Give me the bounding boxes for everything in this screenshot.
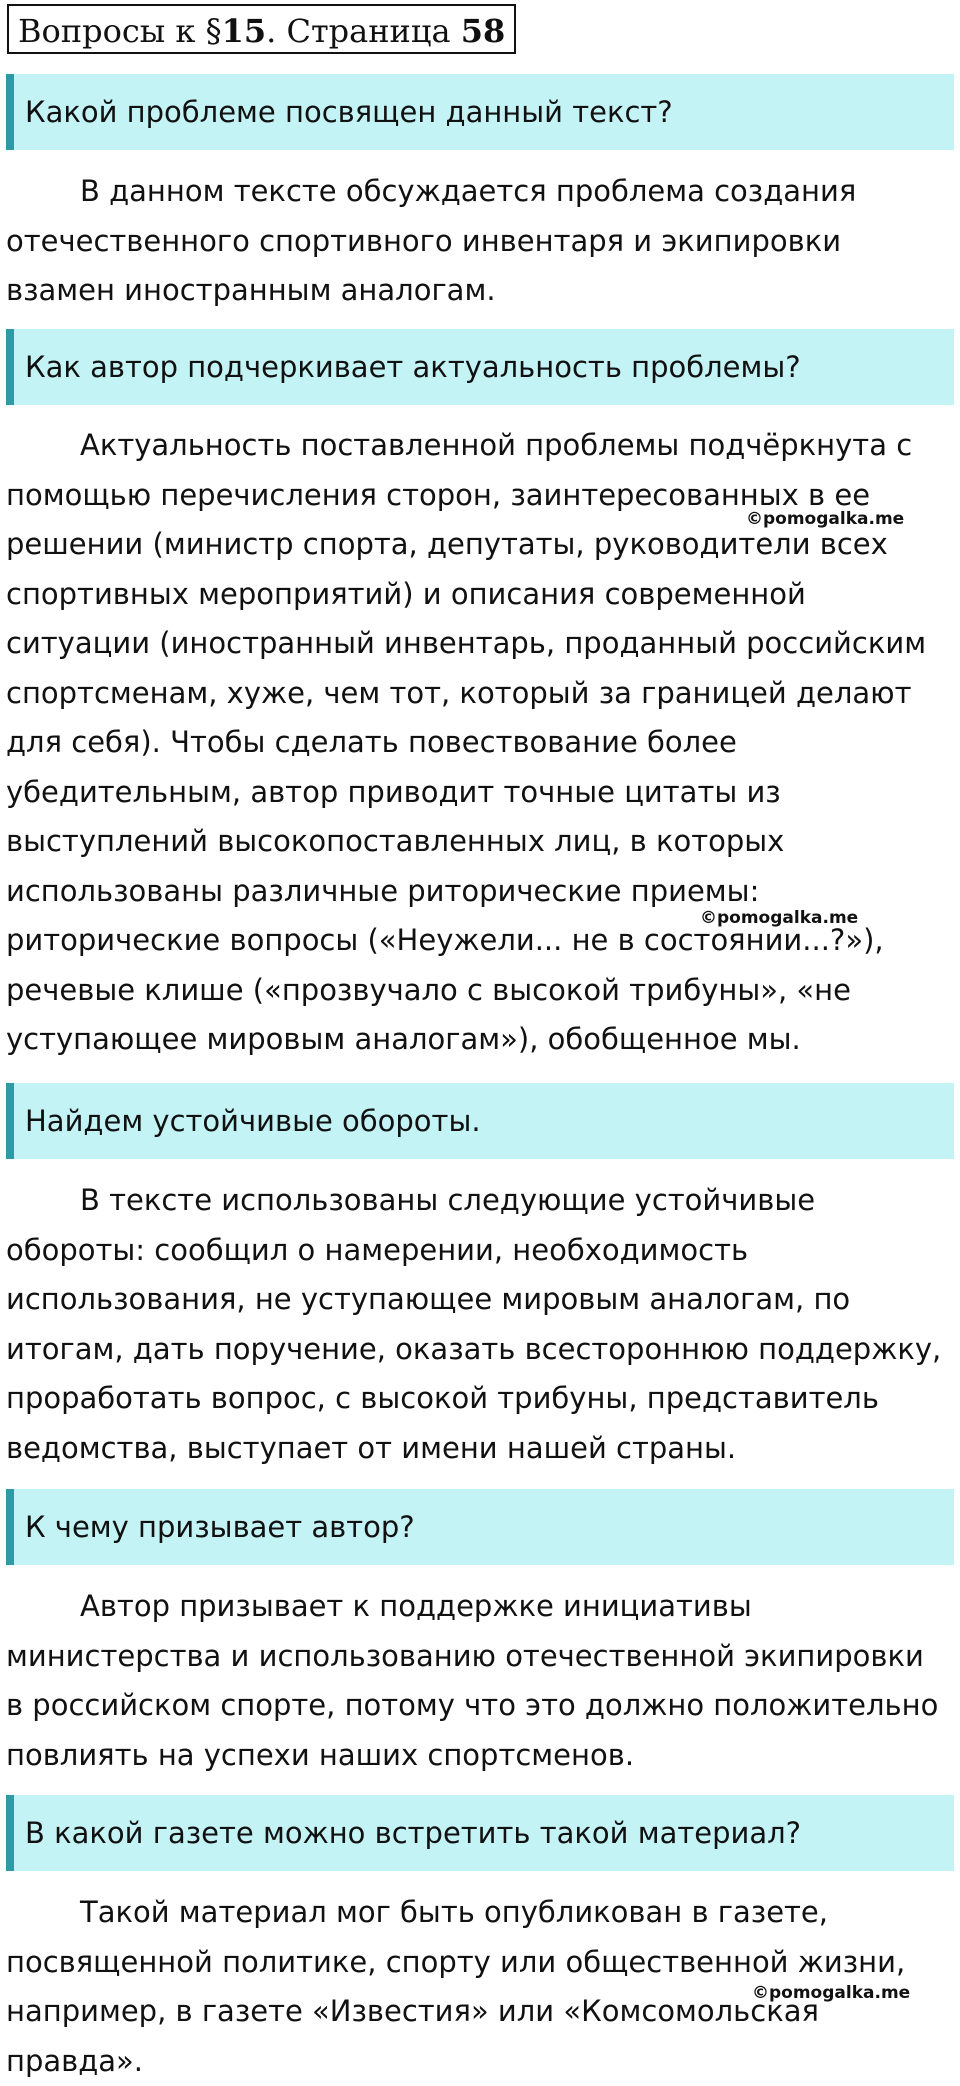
answer-line: ситуации (иностранный инвентарь, проданный российским	[6, 619, 956, 669]
answer-line: например, в газете «Известия» или «Комсомольская	[6, 1987, 956, 2037]
page-title	[7, 4, 516, 54]
answer-line: обороты: сообщил о намерении, необходимость	[6, 1226, 956, 1276]
answer-line: взамен иностранным аналогам.	[6, 266, 956, 316]
question-heading: В какой газете можно встретить такой материал?	[6, 1795, 954, 1871]
answer-paragraph	[6, 167, 956, 316]
answer-line: отечественного спортивного инвентаря и экипировки	[6, 217, 956, 267]
answer-line: в российском спорте, потому что это должно положительно	[6, 1681, 956, 1731]
answer-line: выступлений высокопоставленных лиц, в которых	[6, 817, 956, 867]
title-prefix: Вопросы к §	[18, 12, 222, 50]
answer-line: посвященной политике, спорту или общественной жизни,	[6, 1938, 956, 1988]
section-number: 15	[222, 12, 267, 50]
answer-line: убедительным, автор приводит точные цитаты из	[6, 768, 956, 818]
answer-line: уступающее мировым аналогам»), обобщенное мы.	[6, 1015, 956, 1065]
answer-line: решении (министр спорта, депутаты, руководители всех	[6, 520, 956, 570]
question-heading: Найдем устойчивые обороты.	[6, 1083, 954, 1159]
watermark: ©pomogalka.me	[752, 1983, 910, 2003]
answer-line: Такой материал мог быть опубликован в газете,	[6, 1888, 956, 1938]
answer-line: спортсменам, хуже, чем тот, который за границей делают	[6, 669, 956, 719]
answer-line: речевые клише («прозвучало с высокой трибуны», «не	[6, 966, 956, 1016]
answer-line: использования, не уступающее мировым аналогам, по	[6, 1275, 956, 1325]
question-heading: Какой проблеме посвящен данный текст?	[6, 74, 954, 150]
title-middle: . Страница	[266, 12, 461, 50]
answer-line: для себя). Чтобы сделать повествование более	[6, 718, 956, 768]
question-heading: Как автор подчеркивает актуальность проблемы?	[6, 329, 954, 405]
question-heading: К чему призывает автор?	[6, 1489, 954, 1565]
answer-line: ведомства, выступает от имени нашей страны.	[6, 1424, 956, 1474]
answer-line: Актуальность поставленной проблемы подчёркнута с	[6, 421, 956, 471]
answer-line: Автор призывает к поддержке инициативы	[6, 1582, 956, 1632]
watermark: ©pomogalka.me	[700, 908, 858, 928]
page-number: 58	[461, 12, 506, 50]
answer-line: помощью перечисления сторон, заинтересованных в ее	[6, 471, 956, 521]
answer-line: риторические вопросы («Неужели... не в состоянии...?»),	[6, 916, 956, 966]
answer-line: министерства и использованию отечественной экипировки	[6, 1632, 956, 1682]
answer-line: повлиять на успехи наших спортсменов.	[6, 1731, 956, 1781]
answer-line: правда».	[6, 2037, 956, 2086]
answer-line: итогам, дать поручение, оказать всестороннюю поддержку,	[6, 1325, 956, 1375]
answer-paragraph	[6, 1176, 956, 1473]
answer-paragraph	[6, 1582, 956, 1780]
answer-line: В данном тексте обсуждается проблема создания	[6, 167, 956, 217]
watermark: ©pomogalka.me	[746, 509, 904, 529]
answer-line: использованы различные риторические приемы:	[6, 867, 956, 917]
answer-line: спортивных мероприятий) и описания современной	[6, 570, 956, 620]
answer-line: проработать вопрос, с высокой трибуны, представитель	[6, 1374, 956, 1424]
answer-line: В тексте использованы следующие устойчивые	[6, 1176, 956, 1226]
